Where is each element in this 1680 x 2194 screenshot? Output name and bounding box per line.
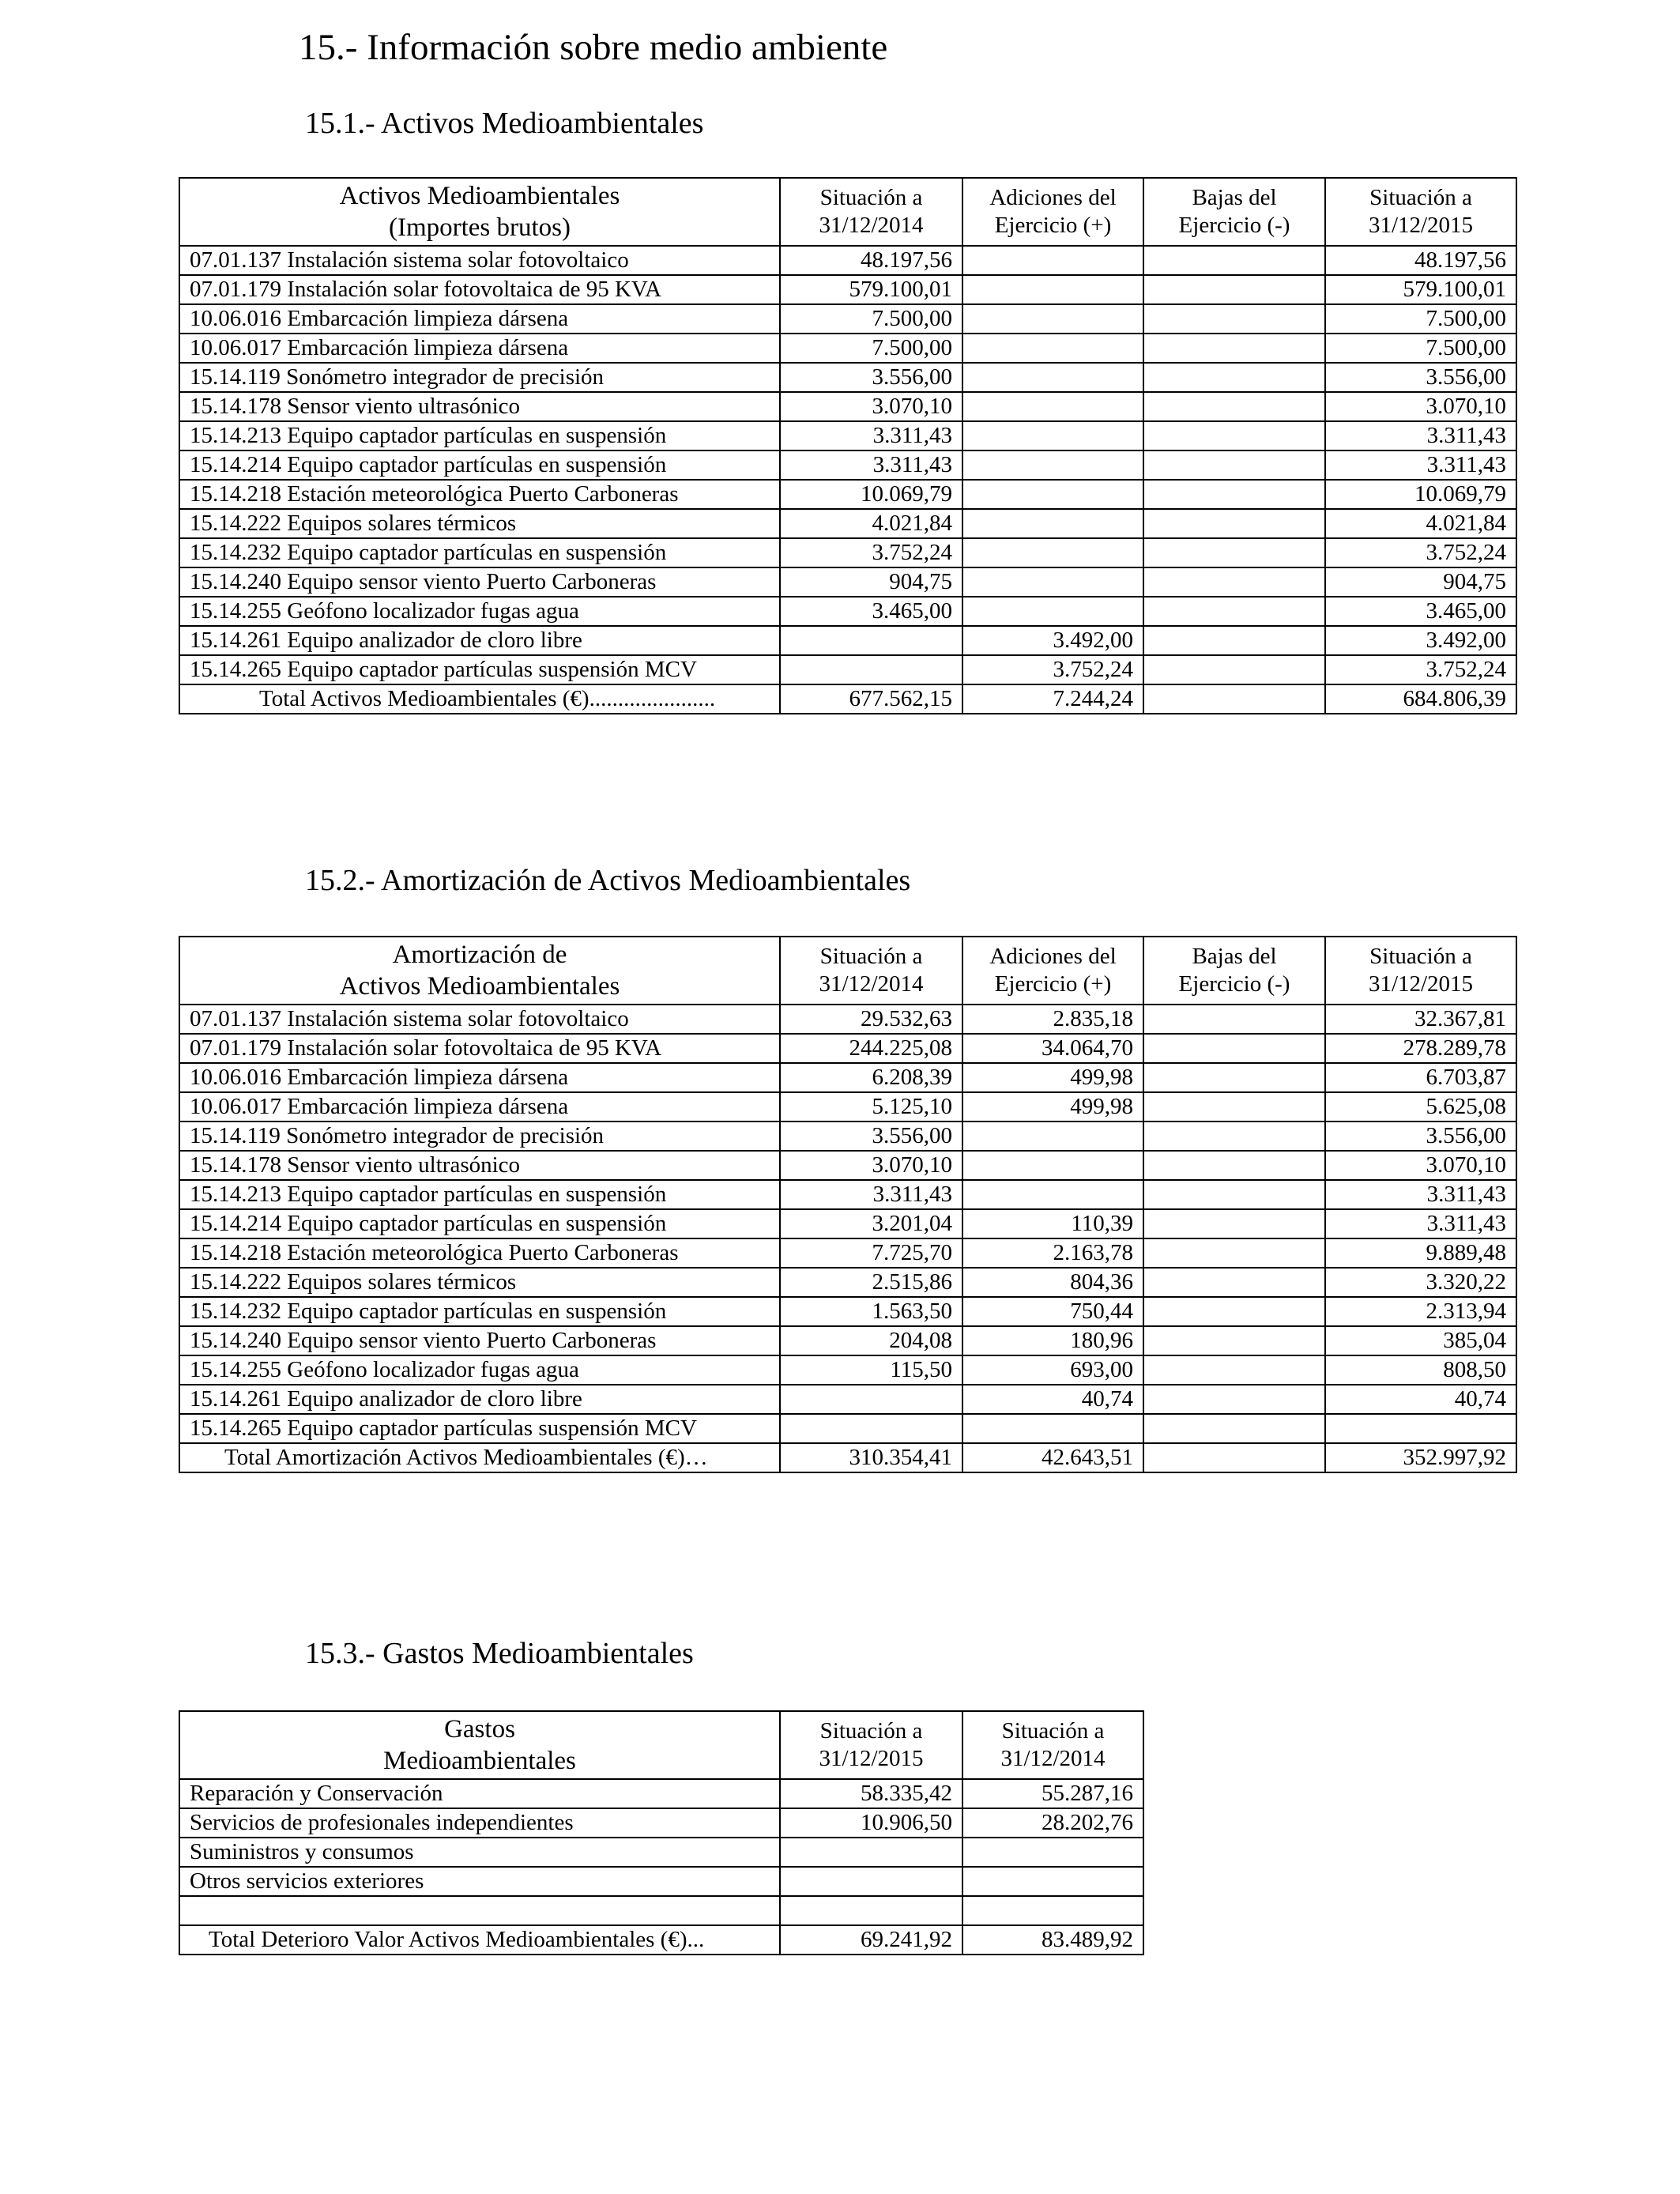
- row-value: 115,50: [780, 1355, 962, 1385]
- row-value: [1143, 1151, 1325, 1180]
- row-value: 3.556,00: [780, 1122, 962, 1151]
- row-value: [1143, 1209, 1325, 1238]
- total-label: Total Amortización Activos Medioambientales (€)…: [179, 1443, 780, 1472]
- expenses-table-body: [179, 1779, 1143, 1955]
- row-value: [962, 509, 1143, 538]
- row-value: 7.500,00: [780, 334, 962, 363]
- row-label: 15.14.119 Sonómetro integrador de precisión: [179, 1122, 780, 1151]
- section-3-title: 15.3.- Gastos Medioambientales: [305, 1637, 694, 1670]
- table-row: [179, 421, 1516, 450]
- row-value: [962, 1867, 1143, 1896]
- table-row: [179, 1867, 1143, 1896]
- row-label: 15.14.265 Equipo captador partículas suspensión MCV: [179, 1414, 780, 1443]
- row-label: 15.14.240 Equipo sensor viento Puerto Carboneras: [179, 1326, 780, 1355]
- row-value: 3.752,24: [780, 538, 962, 567]
- row-value: [962, 363, 1143, 392]
- row-value: 28.202,76: [962, 1808, 1143, 1838]
- row-value: [1143, 304, 1325, 334]
- row-value: [1143, 1180, 1325, 1209]
- row-value: 6.208,39: [780, 1063, 962, 1092]
- row-value: 3.070,10: [780, 392, 962, 421]
- row-value: [962, 1122, 1143, 1151]
- row-label: 15.14.218 Estación meteorológica Puerto Carboneras: [179, 480, 780, 509]
- table-row: [179, 334, 1516, 363]
- row-value: 3.311,43: [780, 421, 962, 450]
- row-value: [1143, 626, 1325, 655]
- row-value: 7.500,00: [780, 304, 962, 334]
- row-value: 10.069,79: [1325, 480, 1516, 509]
- table-row: [179, 1005, 1516, 1034]
- amortization-header-col-4: Situación a 31/12/2015: [1325, 937, 1516, 1005]
- row-label: 10.06.016 Embarcación limpieza dársena: [179, 1063, 780, 1092]
- row-label: 10.06.017 Embarcación limpieza dársena: [179, 1092, 780, 1122]
- row-label: 15.14.214 Equipo captador partículas en suspensión: [179, 1209, 780, 1238]
- row-value: 40,74: [962, 1385, 1143, 1414]
- row-value: 180,96: [962, 1326, 1143, 1355]
- row-value: 7.500,00: [1325, 304, 1516, 334]
- row-value: [1143, 480, 1325, 509]
- row-value: 3.311,43: [1325, 1180, 1516, 1209]
- section-2-title: 15.2.- Amortización de Activos Medioambientales: [305, 864, 911, 897]
- row-value: 48.197,56: [780, 246, 962, 275]
- table-row: [179, 450, 1516, 480]
- row-value: [1143, 421, 1325, 450]
- row-value: 3.492,00: [962, 626, 1143, 655]
- row-value: [1143, 392, 1325, 421]
- row-value: [1143, 509, 1325, 538]
- total-value: 83.489,92: [962, 1925, 1143, 1955]
- table-row: [179, 1838, 1143, 1867]
- row-value: [1143, 363, 1325, 392]
- row-value: 2.515,86: [780, 1268, 962, 1297]
- table-row: [179, 1063, 1516, 1092]
- row-value: [962, 246, 1143, 275]
- row-label: 15.14.232 Equipo captador partículas en suspensión: [179, 538, 780, 567]
- row-value: [1143, 275, 1325, 304]
- expenses-header-col-2: Situación a 31/12/2014: [962, 1711, 1143, 1779]
- row-value: 40,74: [1325, 1385, 1516, 1414]
- row-value: 750,44: [962, 1297, 1143, 1326]
- row-value: 3.070,10: [1325, 1151, 1516, 1180]
- assets-header-label: Activos Medioambientales (Importes brutos): [179, 178, 780, 246]
- row-value: [962, 1414, 1143, 1443]
- row-value: 3.752,24: [1325, 655, 1516, 684]
- row-value: 2.313,94: [1325, 1297, 1516, 1326]
- table-row: [179, 1896, 1143, 1925]
- total-value: 684.806,39: [1325, 684, 1516, 714]
- row-value: 3.311,43: [1325, 1209, 1516, 1238]
- table-row: [179, 480, 1516, 509]
- row-label: 07.01.137 Instalación sistema solar fotovoltaico: [179, 1005, 780, 1034]
- row-value: [1143, 1005, 1325, 1034]
- row-value: 3.311,43: [1325, 421, 1516, 450]
- table-row: [179, 626, 1516, 655]
- amortization-header-label: Amortización de Activos Medioambientales: [179, 937, 780, 1005]
- assets-header-col-3: Bajas del Ejercicio (-): [1143, 178, 1325, 246]
- row-value: [1143, 1122, 1325, 1151]
- row-label: 15.14.261 Equipo analizador de cloro libre: [179, 626, 780, 655]
- row-value: [962, 1896, 1143, 1925]
- amortization-header-col-3: Bajas del Ejercicio (-): [1143, 937, 1325, 1005]
- row-value: 904,75: [780, 567, 962, 597]
- row-value: 110,39: [962, 1209, 1143, 1238]
- row-value: 34.064,70: [962, 1034, 1143, 1063]
- page-heading: 15.- Información sobre medio ambiente: [299, 27, 888, 68]
- row-label: 15.14.218 Estación meteorológica Puerto Carboneras: [179, 1238, 780, 1268]
- row-value: 2.163,78: [962, 1238, 1143, 1268]
- row-label: 15.14.119 Sonómetro integrador de precisión: [179, 363, 780, 392]
- row-value: [1143, 538, 1325, 567]
- row-value: [1143, 1414, 1325, 1443]
- total-value: [1143, 684, 1325, 714]
- row-value: [962, 538, 1143, 567]
- row-label: 15.14.261 Equipo analizador de cloro libre: [179, 1385, 780, 1414]
- row-value: 804,36: [962, 1268, 1143, 1297]
- row-value: [780, 626, 962, 655]
- row-label: 15.14.232 Equipo captador partículas en suspensión: [179, 1297, 780, 1326]
- row-label: 07.01.179 Instalación solar fotovoltaica de 95 KVA: [179, 1034, 780, 1063]
- row-value: [962, 1838, 1143, 1867]
- row-value: 4.021,84: [780, 509, 962, 538]
- row-value: [962, 1151, 1143, 1180]
- row-value: 3.492,00: [1325, 626, 1516, 655]
- table-row: [179, 1209, 1516, 1238]
- row-value: [1143, 1268, 1325, 1297]
- row-value: [780, 1896, 962, 1925]
- row-value: [962, 597, 1143, 626]
- row-label: 15.14.265 Equipo captador partículas suspensión MCV: [179, 655, 780, 684]
- assets-header-col-4: Situación a 31/12/2015: [1325, 178, 1516, 246]
- row-value: [1143, 246, 1325, 275]
- row-label: 15.14.214 Equipo captador partículas en suspensión: [179, 450, 780, 480]
- row-label: [179, 1896, 780, 1925]
- row-value: 3.311,43: [1325, 450, 1516, 480]
- row-value: 3.311,43: [780, 450, 962, 480]
- row-label: 15.14.178 Sensor viento ultrasónico: [179, 1151, 780, 1180]
- row-label: 15.14.240 Equipo sensor viento Puerto Carboneras: [179, 567, 780, 597]
- row-value: [780, 1867, 962, 1896]
- row-value: 5.625,08: [1325, 1092, 1516, 1122]
- row-value: [1143, 1355, 1325, 1385]
- table-row: [179, 1151, 1516, 1180]
- row-value: 7.500,00: [1325, 334, 1516, 363]
- row-label: 07.01.179 Instalación solar fotovoltaica de 95 KVA: [179, 275, 780, 304]
- row-value: [1143, 1063, 1325, 1092]
- expenses-table: [179, 1710, 1144, 1955]
- row-label: Servicios de profesionales independientes: [179, 1808, 780, 1838]
- row-label: 15.14.222 Equipos solares térmicos: [179, 509, 780, 538]
- row-value: [780, 1414, 962, 1443]
- table-row: [179, 1355, 1516, 1385]
- row-value: [1143, 655, 1325, 684]
- row-value: [1143, 1092, 1325, 1122]
- assets-table-body: [179, 246, 1516, 714]
- table-row: [179, 363, 1516, 392]
- row-label: Reparación y Conservación: [179, 1779, 780, 1808]
- row-value: 3.465,00: [780, 597, 962, 626]
- total-row: [179, 684, 1516, 714]
- row-label: 15.14.178 Sensor viento ultrasónico: [179, 392, 780, 421]
- total-value: 352.997,92: [1325, 1443, 1516, 1472]
- row-value: [962, 480, 1143, 509]
- row-value: 3.752,24: [1325, 538, 1516, 567]
- table-row: [179, 1122, 1516, 1151]
- table-row: [179, 1238, 1516, 1268]
- row-value: 6.703,87: [1325, 1063, 1516, 1092]
- row-value: [1143, 1385, 1325, 1414]
- row-label: 15.14.255 Geófono localizador fugas agua: [179, 597, 780, 626]
- row-value: 3.070,10: [1325, 392, 1516, 421]
- table-row: [179, 275, 1516, 304]
- row-value: [1143, 567, 1325, 597]
- row-value: 204,08: [780, 1326, 962, 1355]
- row-value: 499,98: [962, 1063, 1143, 1092]
- table-row: [179, 1268, 1516, 1297]
- row-value: [962, 304, 1143, 334]
- expenses-header-label: Gastos Medioambientales: [179, 1711, 780, 1779]
- table-row: [179, 1297, 1516, 1326]
- row-value: 48.197,56: [1325, 246, 1516, 275]
- row-label: 15.14.213 Equipo captador partículas en suspensión: [179, 1180, 780, 1209]
- table-row: [179, 1808, 1143, 1838]
- row-value: 499,98: [962, 1092, 1143, 1122]
- row-value: 4.021,84: [1325, 509, 1516, 538]
- table-row: [179, 1092, 1516, 1122]
- table-row: [179, 655, 1516, 684]
- row-value: [962, 421, 1143, 450]
- row-value: 3.752,24: [962, 655, 1143, 684]
- total-row: [179, 1925, 1143, 1955]
- table-row: [179, 1385, 1516, 1414]
- row-value: [780, 655, 962, 684]
- row-value: 9.889,48: [1325, 1238, 1516, 1268]
- assets-table: [179, 177, 1517, 714]
- table-row: [179, 1034, 1516, 1063]
- table-row: [179, 509, 1516, 538]
- row-value: [780, 1385, 962, 1414]
- row-value: [1143, 1034, 1325, 1063]
- row-value: 579.100,01: [1325, 275, 1516, 304]
- row-value: 5.125,10: [780, 1092, 962, 1122]
- row-value: 3.556,00: [1325, 1122, 1516, 1151]
- row-value: [962, 450, 1143, 480]
- row-label: 10.06.017 Embarcación limpieza dársena: [179, 334, 780, 363]
- row-value: 693,00: [962, 1355, 1143, 1385]
- row-value: [1143, 1326, 1325, 1355]
- table-row: [179, 304, 1516, 334]
- row-value: 2.835,18: [962, 1005, 1143, 1034]
- row-value: [962, 275, 1143, 304]
- row-label: 15.14.213 Equipo captador partículas en suspensión: [179, 421, 780, 450]
- row-value: 3.556,00: [780, 363, 962, 392]
- row-value: [962, 392, 1143, 421]
- assets-header-col-1: Situación a 31/12/2014: [780, 178, 962, 246]
- total-value: 7.244,24: [962, 684, 1143, 714]
- row-label: 07.01.137 Instalación sistema solar fotovoltaico: [179, 246, 780, 275]
- row-value: 3.070,10: [780, 1151, 962, 1180]
- table-row: [179, 597, 1516, 626]
- table-row: [179, 1779, 1143, 1808]
- row-value: [780, 1838, 962, 1867]
- row-value: [1143, 597, 1325, 626]
- row-value: 904,75: [1325, 567, 1516, 597]
- row-value: 3.465,00: [1325, 597, 1516, 626]
- row-label: 15.14.255 Geófono localizador fugas agua: [179, 1355, 780, 1385]
- row-value: 10.069,79: [780, 480, 962, 509]
- total-value: 677.562,15: [780, 684, 962, 714]
- row-value: 7.725,70: [780, 1238, 962, 1268]
- total-value: [1143, 1443, 1325, 1472]
- row-value: [1325, 1414, 1516, 1443]
- table-row: [179, 1414, 1516, 1443]
- table-row: [179, 1326, 1516, 1355]
- total-row: [179, 1443, 1516, 1472]
- total-value: 42.643,51: [962, 1443, 1143, 1472]
- row-value: [962, 567, 1143, 597]
- row-label: 10.06.016 Embarcación limpieza dársena: [179, 304, 780, 334]
- row-value: 32.367,81: [1325, 1005, 1516, 1034]
- total-value: 69.241,92: [780, 1925, 962, 1955]
- row-value: 3.320,22: [1325, 1268, 1516, 1297]
- row-value: 808,50: [1325, 1355, 1516, 1385]
- row-value: 1.563,50: [780, 1297, 962, 1326]
- amortization-table: [179, 936, 1517, 1473]
- table-row: [179, 392, 1516, 421]
- row-value: 3.556,00: [1325, 363, 1516, 392]
- row-value: 55.287,16: [962, 1779, 1143, 1808]
- row-value: 3.311,43: [780, 1180, 962, 1209]
- row-value: [1143, 334, 1325, 363]
- table-row: [179, 538, 1516, 567]
- row-value: 385,04: [1325, 1326, 1516, 1355]
- row-value: [1143, 450, 1325, 480]
- amortization-header-col-1: Situación a 31/12/2014: [780, 937, 962, 1005]
- row-label: Suministros y consumos: [179, 1838, 780, 1867]
- row-label: Otros servicios exteriores: [179, 1867, 780, 1896]
- expenses-header-col-1: Situación a 31/12/2015: [780, 1711, 962, 1779]
- row-value: [962, 1180, 1143, 1209]
- row-value: [1143, 1297, 1325, 1326]
- row-value: 3.201,04: [780, 1209, 962, 1238]
- table-row: [179, 246, 1516, 275]
- total-value: 310.354,41: [780, 1443, 962, 1472]
- row-value: 10.906,50: [780, 1808, 962, 1838]
- row-value: 58.335,42: [780, 1779, 962, 1808]
- row-value: 29.532,63: [780, 1005, 962, 1034]
- table-row: [179, 1180, 1516, 1209]
- table-row: [179, 567, 1516, 597]
- row-value: 244.225,08: [780, 1034, 962, 1063]
- row-value: 579.100,01: [780, 275, 962, 304]
- row-value: [1143, 1238, 1325, 1268]
- section-1-title: 15.1.- Activos Medioambientales: [305, 107, 704, 140]
- row-label: 15.14.222 Equipos solares térmicos: [179, 1268, 780, 1297]
- amortization-table-body: [179, 1005, 1516, 1472]
- assets-header-col-2: Adiciones del Ejercicio (+): [962, 178, 1143, 246]
- row-value: [962, 334, 1143, 363]
- amortization-header-col-2: Adiciones del Ejercicio (+): [962, 937, 1143, 1005]
- total-label: Total Deterioro Valor Activos Medioambientales (€)...: [179, 1925, 780, 1955]
- total-label: Total Activos Medioambientales (€)......................: [179, 684, 780, 714]
- row-value: 278.289,78: [1325, 1034, 1516, 1063]
